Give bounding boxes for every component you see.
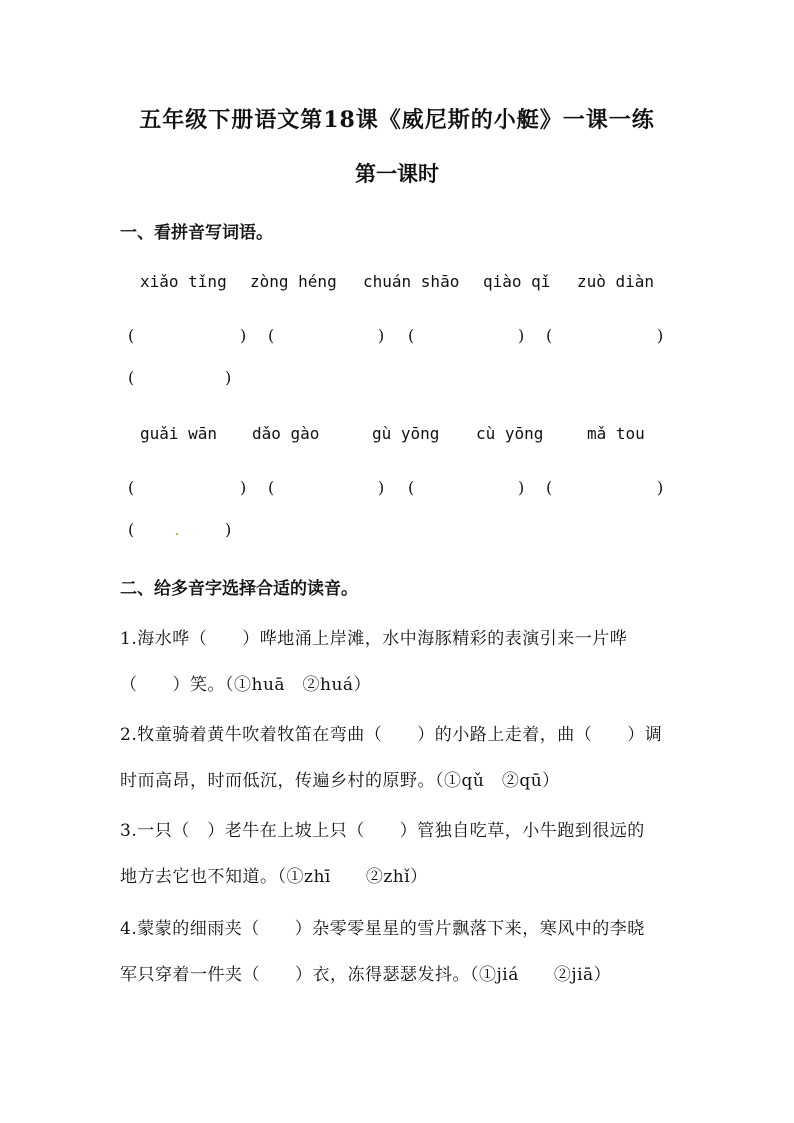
open-paren: ( (546, 478, 553, 497)
question-line: 地方去它也不知道。（①zhī ②zhǐ） (120, 867, 428, 887)
open-paren: ( (546, 326, 553, 345)
question-2 (120, 712, 680, 804)
pinyin-item: zòng héng (250, 272, 337, 291)
answer-blanks-row-2b (120, 520, 680, 544)
question-line: 2.牧童骑着黄牛吹着牧笛在弯曲（ ）的小路上走着，曲（ ）调 (120, 725, 663, 745)
close-paren: ) (378, 478, 385, 497)
answer-blanks-row-1b (120, 368, 680, 392)
open-paren: ( (128, 368, 135, 387)
close-paren: ) (240, 478, 247, 497)
pinyin-item: xiǎo tǐng (140, 272, 227, 291)
pinyin-item: qiào qǐ (483, 272, 551, 291)
pinyin-item: mǎ tou (587, 424, 645, 443)
close-paren: ) (225, 368, 232, 387)
answer-blanks-row-1 (120, 326, 680, 350)
question-line: （ ）笑。（①huā ②huá） (120, 675, 372, 695)
pinyin-row-1 (120, 272, 680, 296)
close-paren: ) (518, 326, 525, 345)
stray-mark (176, 533, 178, 535)
close-paren: ) (240, 326, 247, 345)
open-paren: ( (268, 478, 275, 497)
section2-heading: 二、给多音字选择合适的读音。 (120, 579, 358, 599)
pinyin-item: cù yōng (476, 424, 544, 443)
pinyin-item: chuán shāo (363, 272, 460, 291)
close-paren: ) (657, 326, 664, 345)
close-paren: ) (518, 478, 525, 497)
close-paren: ) (378, 326, 385, 345)
open-paren: ( (128, 326, 135, 345)
pinyin-item: dǎo gào (252, 424, 320, 443)
pinyin-row-2 (120, 424, 680, 448)
question-line: 1.海水哗（ ）哗地涌上岸滩，水中海豚精彩的表演引来一片哗 (120, 629, 628, 649)
question-line: 军只穿着一件夹（ ）衣，冻得瑟瑟发抖。（①jiá ②jiā） (120, 965, 612, 985)
pinyin-item: gù yōng (372, 424, 440, 443)
open-paren: ( (128, 520, 135, 539)
question-line: 4.蒙蒙的细雨夹（ ）杂零零星星的雪片飘落下来，寒风中的李晓 (120, 919, 645, 939)
close-paren: ) (657, 478, 664, 497)
open-paren: ( (268, 326, 275, 345)
question-line: 3.一只（ ）老牛在上坡上只（ ）管独自吃草，小牛跑到很远的 (120, 821, 645, 841)
open-paren: ( (128, 478, 135, 497)
question-line: 时而高昂，时而低沉，传遍乡村的原野。（①qǔ ②qū） (120, 771, 560, 791)
open-paren: ( (408, 478, 415, 497)
open-paren: ( (408, 326, 415, 345)
question-3 (120, 808, 680, 900)
pinyin-item: guǎi wān (140, 424, 218, 443)
answer-blanks-row-2 (120, 478, 680, 502)
pinyin-item: zuò diàn (577, 272, 655, 291)
page-subtitle: 第一课时 (355, 161, 439, 186)
question-1 (120, 616, 680, 708)
close-paren: ) (225, 520, 232, 539)
question-4 (120, 906, 680, 998)
section1-heading: 一、看拼音写词语。 (120, 223, 273, 243)
page-title: 五年级下册语文第18课《威尼斯的小艇》一课一练 (139, 107, 655, 133)
